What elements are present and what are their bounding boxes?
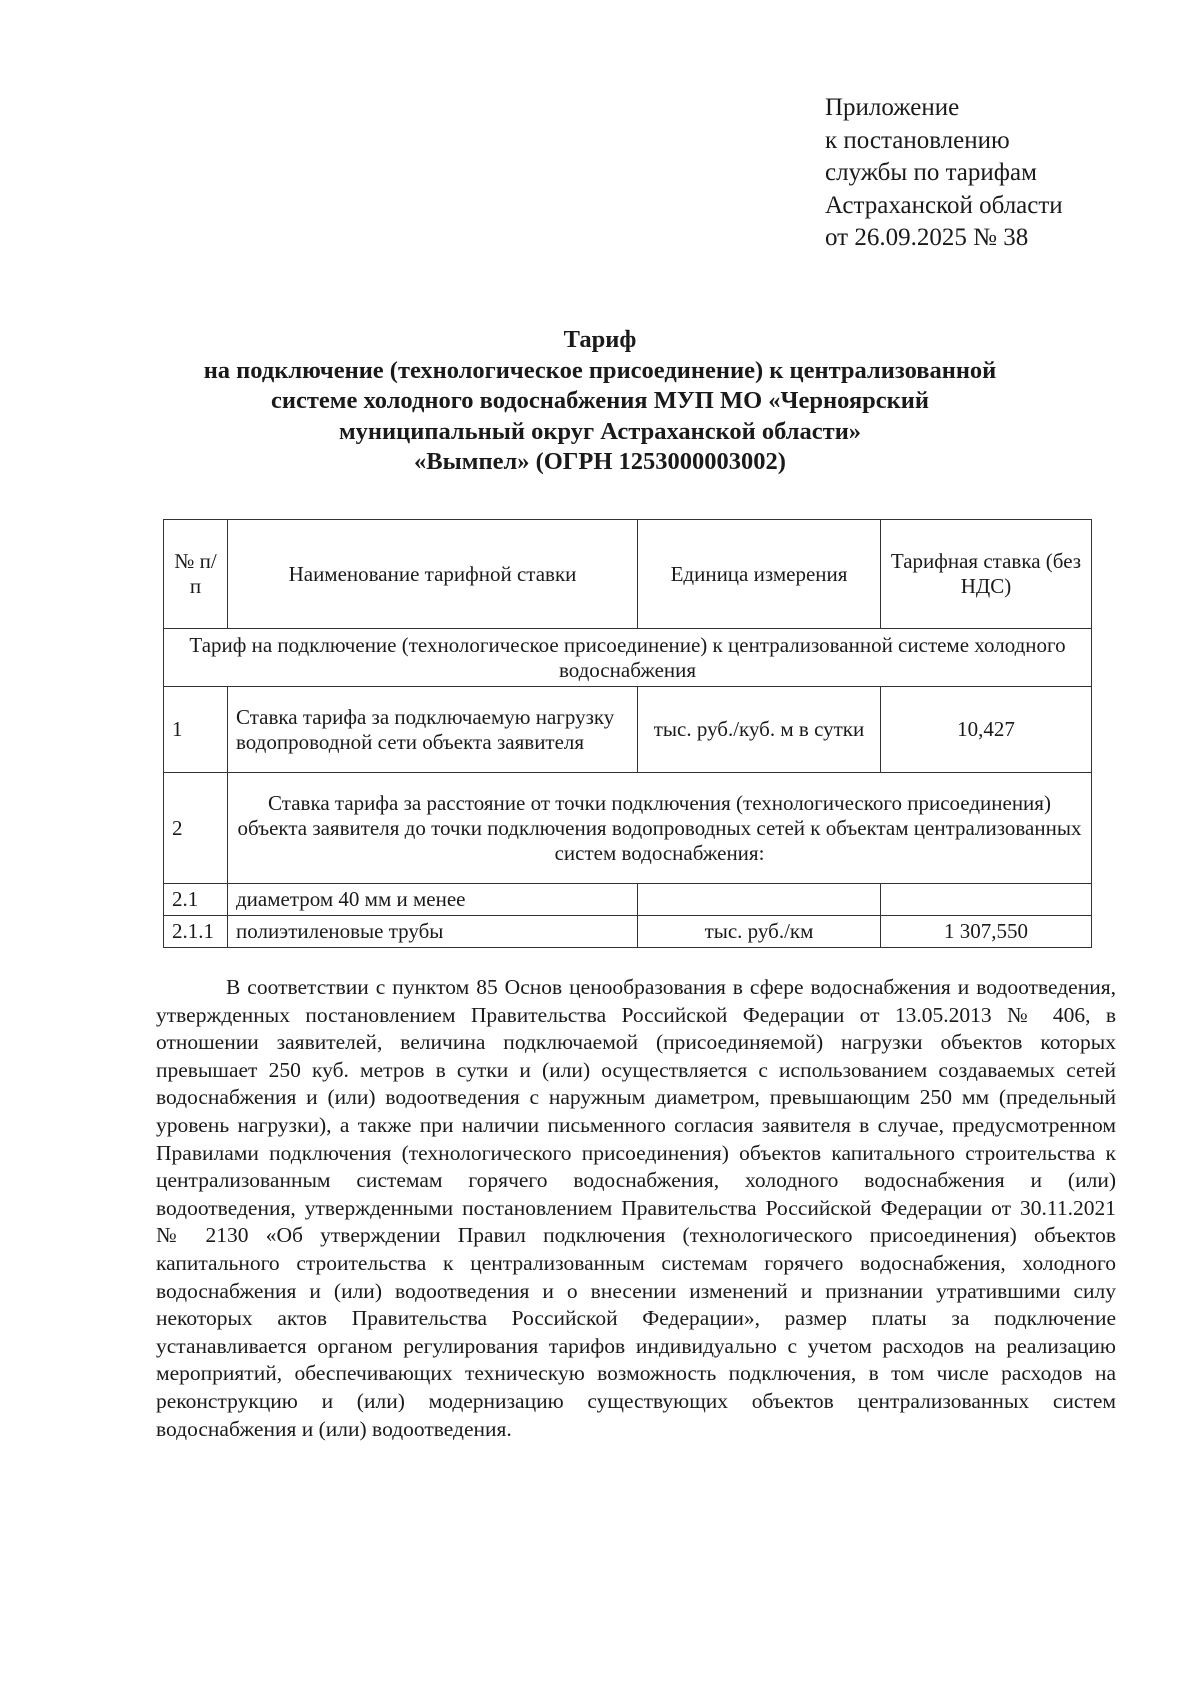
appendix-line: к постановлению [825,126,1010,154]
row-number-cell: 2.1 [164,884,228,916]
row-unit-cell: тыс. руб./куб. м в сутки [638,687,881,773]
title-line: «Вымпел» (ОГРН 1253000003002) [414,448,786,475]
section-cell: Тариф на подключение (технологическое присоединение) к централизованной системе холодного водоснабжения [164,629,1092,687]
header-cell-rate: Тарифная ставка (без НДС) [881,520,1092,629]
header-cell-name: Наименование тарифной ставки [228,520,638,629]
row-name-cell: Ставка тарифа за подключаемую нагрузку водопроводной сети объекта заявителя [228,687,638,773]
row-unit-cell: тыс. руб./км [638,916,881,948]
title-line: системе холодного водоснабжения МУП МО «Черноярский [270,387,930,414]
table-row [164,884,1092,916]
header-cell-number: № п/п [164,520,228,629]
row-value-cell [881,884,1092,916]
row-name-cell: Ставка тарифа за расстояние от точки подключения (технологического присоединения) объекта заявителя до точки подключения водопроводных сетей к объектам централизованных систем водоснабжения: [228,773,1092,884]
row-name-cell: полиэтиленовые трубы [228,916,638,948]
header-cell-unit: Единица измерения [638,520,881,629]
tariff-table [163,519,1092,948]
appendix-line: Астраханской области [825,191,1063,219]
title-line: муниципальный округ Астраханской области» [338,417,862,445]
row-name-cell: диаметром 40 мм и менее [228,884,638,916]
appendix-line: службы по тарифам [825,159,1037,186]
body-paragraph: В соответствии с пунктом 85 Основ ценообразования в сфере водоснабжения и водоотведения, утвержденных постановлением Правительства Российской Федерации от 13.05.2013 № 406, в отношении заявителей, величина подключаемой (присоединяемой) нагрузки объектов которых превышает 250 куб. метров в сутки и (или) осуществляется с использованием создаваемых сетей водоснабжения и (или) водоотведения с наружным диаметром, превышающим 250 мм (предельный уровень нагрузки), а также при наличии письменного согласия заявителя в случае, предусмотренном Правилами подключения (технологического присоединения) объектов капитального строительства к централизованным системам горячего водоснабжения, холодного водоснабжения и (или) водоотведения, утвержденными постановлением Правительства Российской Федерации от 30.11.2021 № 2130 «Об утверждении Правил подключения (технологического присоединения) объектов капитального строительства к централизованным системам горячего водоснабжения, холодного водоснабжения и (или) водоотведения и о внесении изменений и признании утратившими силу некоторых актов Правительства Российской Федерации», размер платы за подключение устанавливается органом регулирования тарифов индивидуально с учетом расходов на реализацию мероприятий, обеспечивающих техническую возможность подключения, в том числе расходов на реконструкцию и (или) модернизацию существующих объектов централизованных систем водоснабжения и (или) водоотведения. [156,975,1116,1441]
table-row [164,773,1092,884]
row-unit-cell [638,884,881,916]
table-header-row [164,520,1092,629]
table-section-row [164,629,1092,687]
row-value-cell: 1 307,550 [881,916,1092,948]
appendix-line: от 26.09.2025 № 38 [825,224,1029,251]
appendix-line: Приложение [825,94,960,121]
body-text [156,974,1116,1443]
title-line: на подключение (технологическое присоединение) к централизованной [203,356,997,384]
row-number-cell: 2.1.1 [164,916,228,948]
document-title [150,325,1050,478]
row-number-cell: 2 [164,773,228,884]
table-row [164,687,1092,773]
row-number-cell: 1 [164,687,228,773]
title-line: Тариф [563,326,637,353]
appendix-block [825,92,1063,255]
table-row [164,916,1092,948]
row-value-cell: 10,427 [881,687,1092,773]
